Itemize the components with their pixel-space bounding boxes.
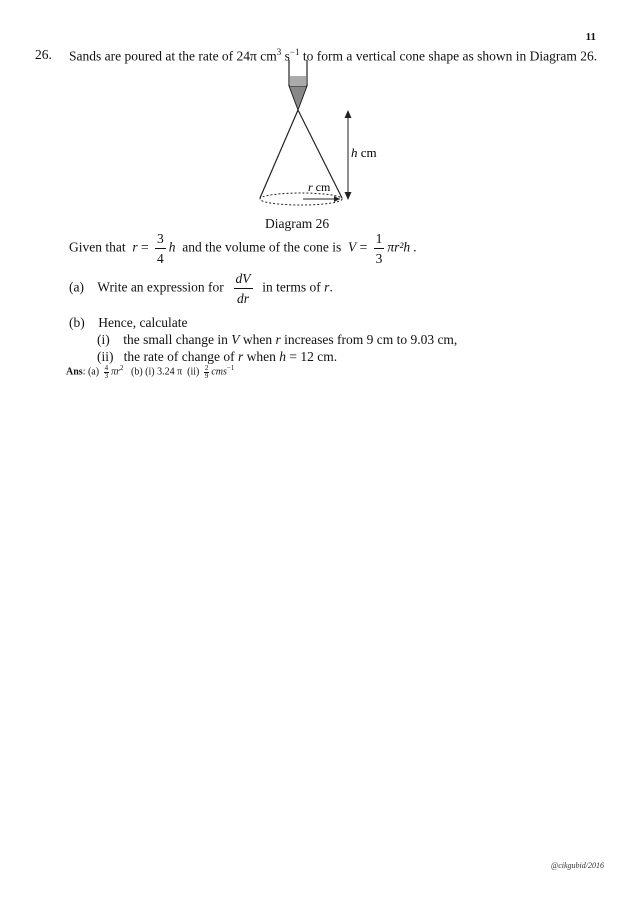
footer-credit: @cikgubid/2016 (550, 861, 604, 870)
page-number: 11 (585, 31, 596, 43)
fraction-one-third: $\frac{1}{3}$ (375, 231, 383, 266)
funnel-icon (289, 60, 307, 110)
question-number: 26. (35, 47, 52, 62)
part-a: (a) Write an expression for $\frac{dV}{dr}$ in terms of r. (69, 271, 333, 306)
derivative-dv-dr: $\frac{dV}{dr}$ (235, 271, 251, 306)
diagram-caption: Diagram 26 (265, 216, 330, 231)
height-label: h cm (351, 145, 377, 160)
radius-label: r cm (308, 180, 331, 194)
answer-line: Ans: (a) $\frac{4}{3}$ $\pi r^2$ (b) (i) 3.24 π (ii) $\frac{2}{9}$ cms$^{-1}$ (66, 363, 235, 380)
part-b-ii: (ii) the rate of change of r when h = 12 cm. (97, 349, 338, 364)
question-text: Sands are poured at the rate of 24π $cm^3$ $s^{-1}$ to form a vertical cone shape as shown in Diagram 26. (69, 47, 598, 64)
fraction-three-quarters: $\frac{3}{4}$ (157, 231, 164, 266)
part-b-i: (i) the small change in V when r increases from 9 cm to 9.03 cm, (97, 332, 458, 347)
cone-left-side (260, 110, 298, 198)
cone-diagram (258, 58, 383, 216)
part-b: (b) Hence, calculate (69, 315, 188, 330)
given-statement: Given that r = $\frac{3}{4}$ h and the volume of the cone is V = $\frac{1}{3}$ πr²h . (69, 231, 417, 266)
